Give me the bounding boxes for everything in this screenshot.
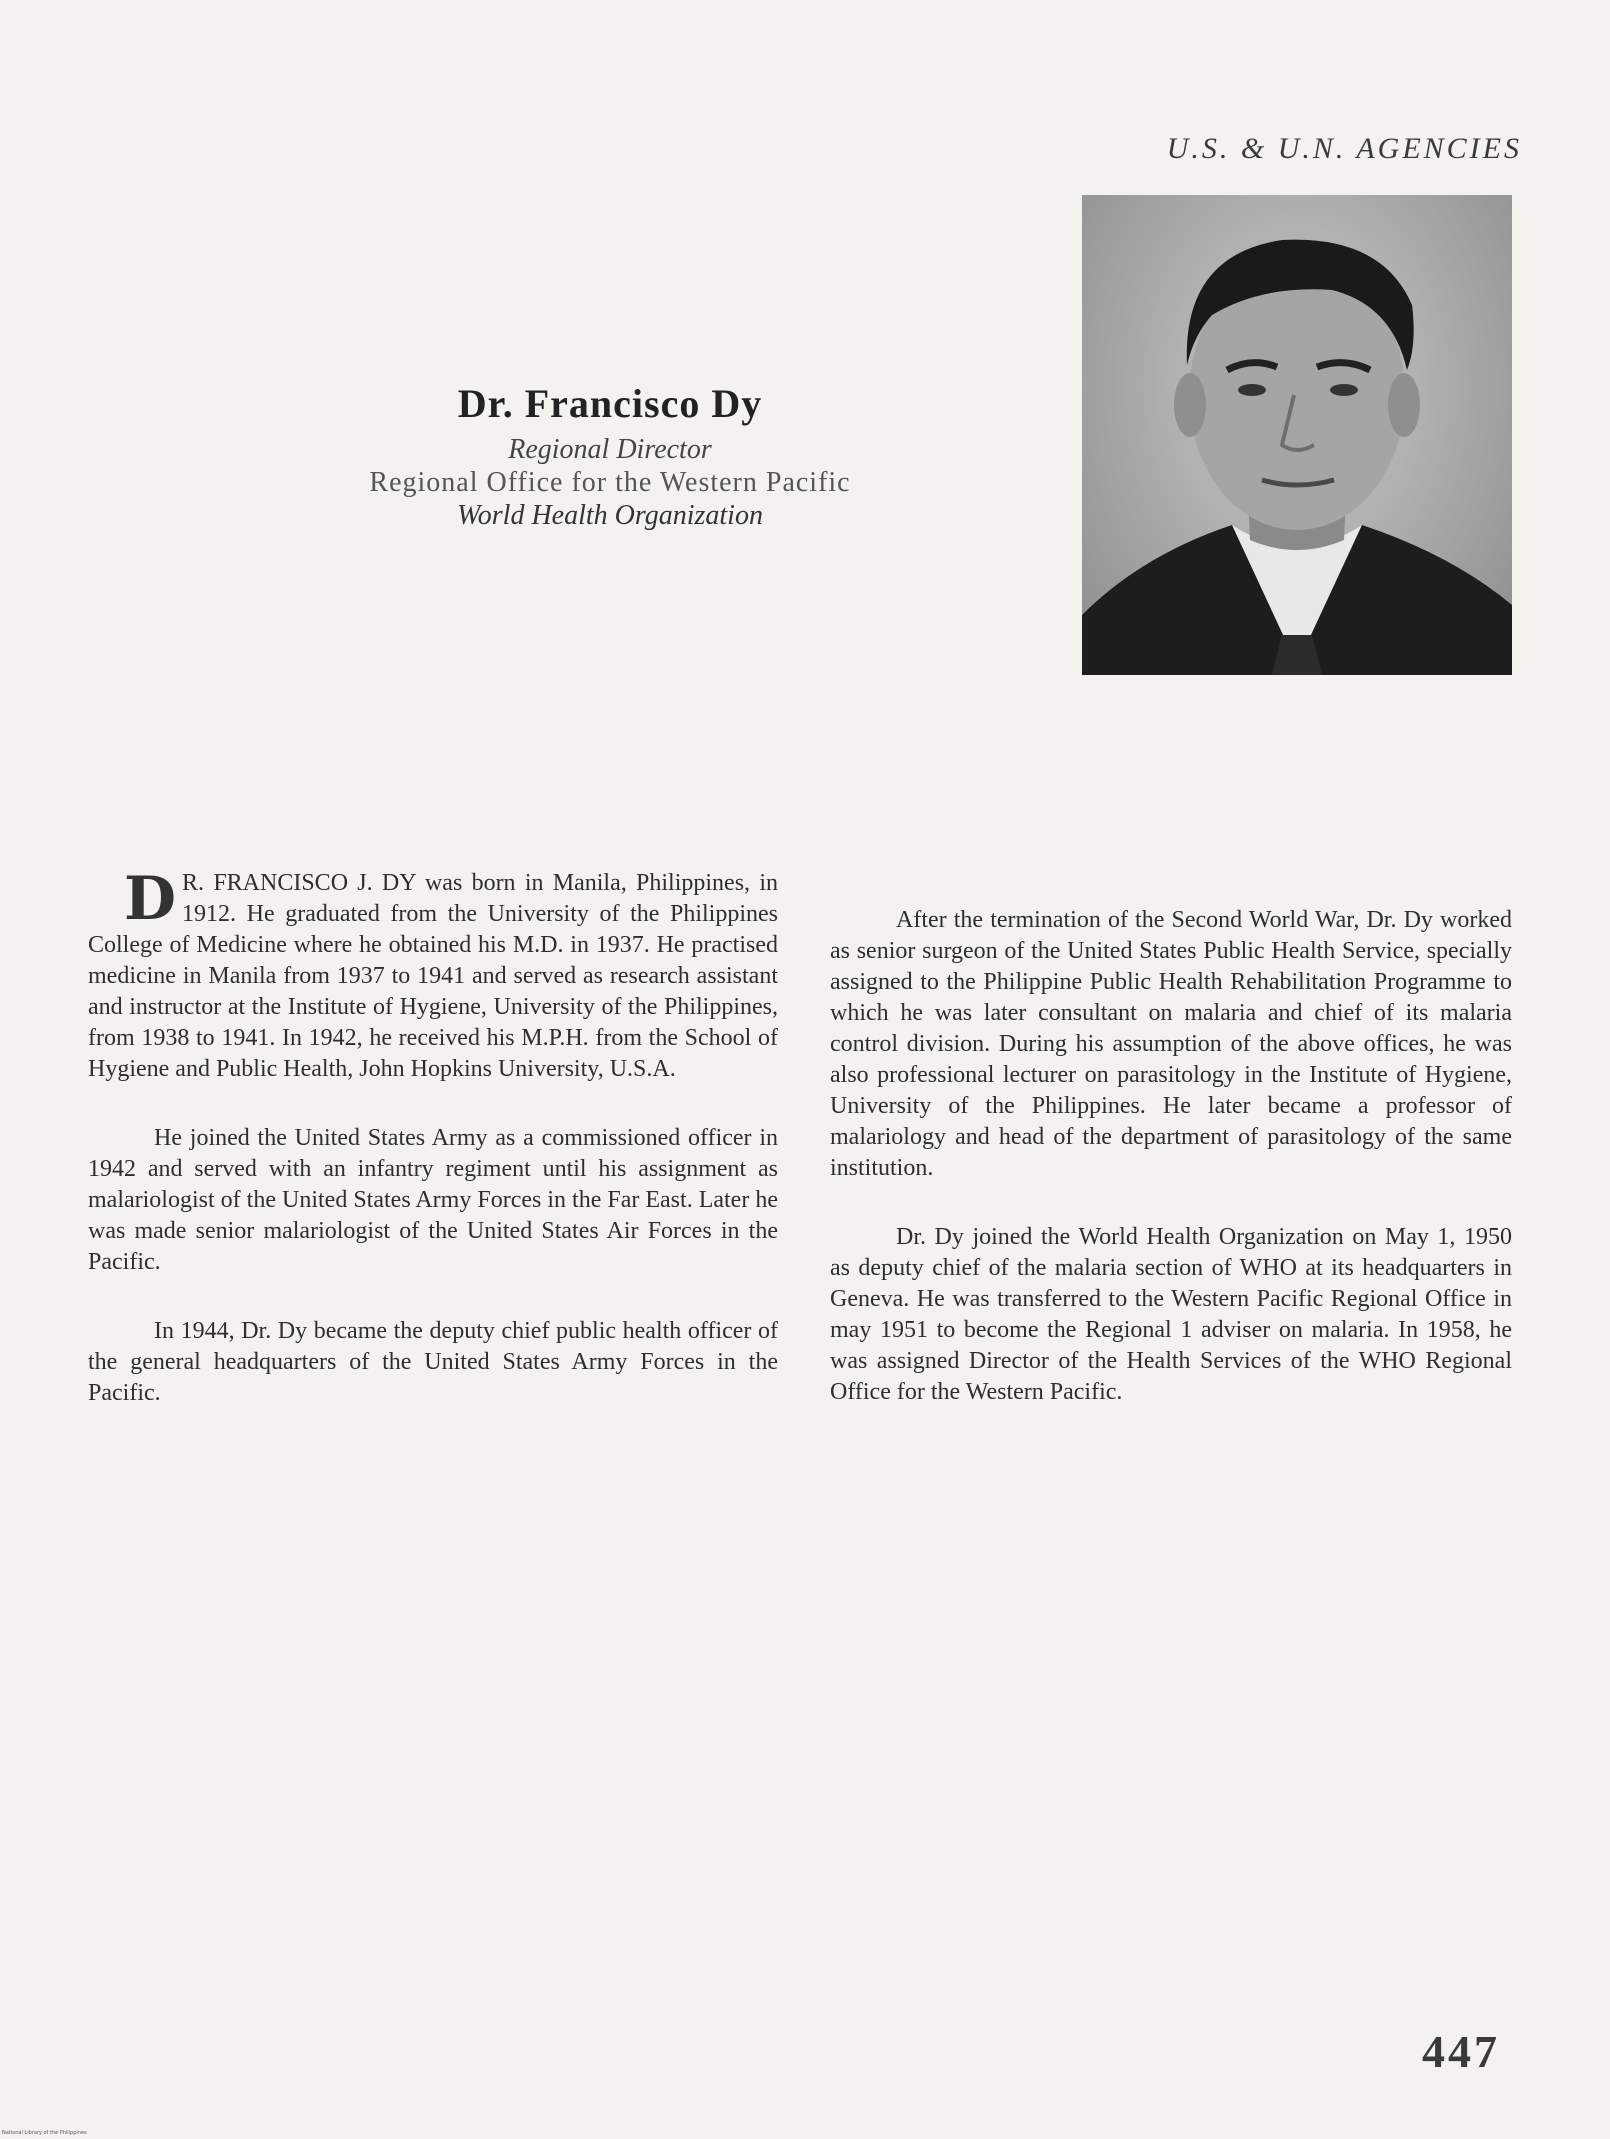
person-name: Dr. Francisco Dy bbox=[457, 381, 763, 426]
paragraph: After the termination of the Second World War, Dr. Dy worked as senior surgeon of the United States Public Health Service, specially assigned to the Philippine Public Health Rehabilitation Programme to which he was later consultant on malaria and chief of its malaria control division. During his assumption of the above offices, he was also professional lecturer on parasitology in the Institute of Hygiene, University of the Philippines. He later became a professor of malariology and head of the department of parasitology of the same institution. bbox=[830, 907, 1512, 1181]
paragraph: He joined the United States Army as a commissioned officer in 1942 and served with an infantry regiment until his assignment as malariologist of the United States Army Forces in the Far East. Later he was made senior malariologist of the United States Air Forces in the Pacific. bbox=[88, 1125, 778, 1275]
person-office: Regional Office for the Western Pacific bbox=[369, 467, 851, 498]
paragraph bbox=[88, 864, 778, 1085]
person-role: Regional Director bbox=[508, 434, 712, 465]
person-organization: World Health Organization bbox=[457, 500, 763, 531]
section-header: U.S. & U.N. AGENCIES bbox=[1166, 132, 1522, 165]
right-column bbox=[830, 905, 1512, 1446]
title-block bbox=[300, 380, 920, 532]
portrait-photo bbox=[1082, 195, 1512, 675]
left-column bbox=[88, 864, 778, 1447]
paragraph-text: R. FRANCISCO J. DY was born in Manila, Philippines, in 1912. He graduated from the University of the Philippines College of Medicine where he obtained his M.D. in 1937. He practised medicine in Manila from 1937 to 1941 and served as research assistant and instructor at the Institute of Hygiene, University of the Philippines, from 1938 to 1941. In 1942, he received his M.P.H. from the School of Hygiene and Public Health, John Hopkins University, U.S.A. bbox=[88, 870, 778, 1082]
footer-credit: National Library of the Philippines bbox=[2, 2130, 87, 2136]
drop-cap: D bbox=[124, 864, 177, 934]
page-number: 447 bbox=[1422, 2026, 1500, 2077]
paragraph: Dr. Dy joined the World Health Organization on May 1, 1950 as deputy chief of the malaria section of WHO at its headquarters in Geneva. He was transferred to the Western Pacific Regional Office in may 1951 to become the Regional 1 adviser on malaria. In 1958, he was assigned Director of the Health Services of the WHO Regional Office for the Western Pacific. bbox=[830, 1224, 1512, 1405]
paragraph: In 1944, Dr. Dy became the deputy chief public health officer of the general headquarters of the United States Army Forces in the Pacific. bbox=[88, 1318, 778, 1406]
portrait-icon bbox=[1082, 195, 1512, 675]
